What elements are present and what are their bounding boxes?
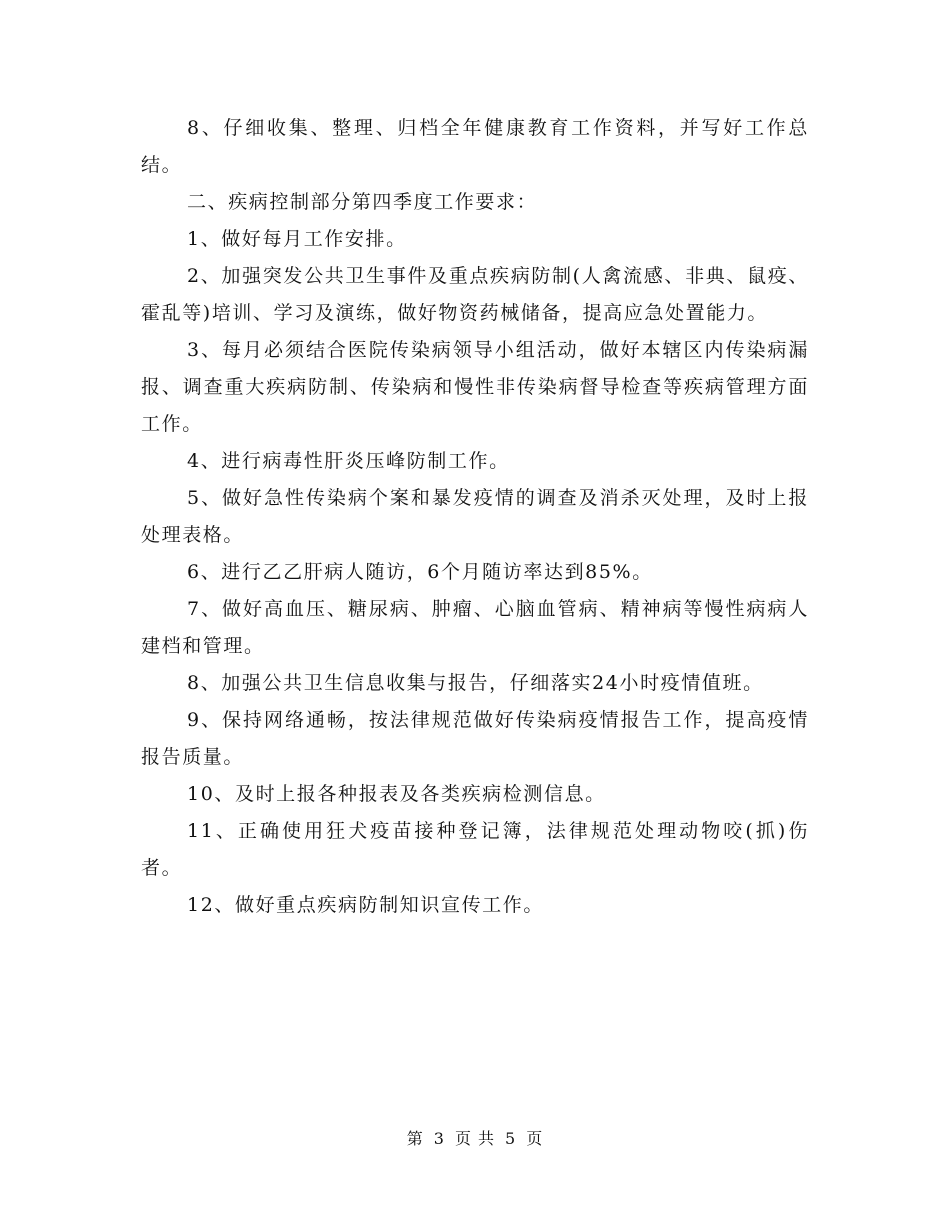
paragraph-item-5: 5、做好急性传染病个案和暴发疫情的调查及消杀灭处理，及时上报处理表格。 — [141, 487, 809, 546]
paragraph-item-1: 1、做好每月工作安排。 — [187, 228, 407, 250]
page-footer — [0, 1126, 950, 1149]
footer-current-page: 3 — [433, 1129, 445, 1148]
paragraph-item-2: 2、加强突发公共卫生事件及重点疾病防制(人禽流感、非典、鼠疫、霍乱等)培训、学习及演练，做好物资药械储备，提高应急处置能力。 — [141, 265, 809, 324]
paragraph-item-4: 4、进行病毒性肝炎压峰防制工作。 — [187, 450, 510, 472]
document-body — [141, 110, 809, 924]
paragraph-item-8-summary: 8、仔细收集、整理、归档全年健康教育工作资料，并写好工作总结。 — [141, 117, 809, 176]
section-heading-disease-control: 二、疾病控制部分第四季度工作要求： — [187, 191, 538, 213]
paragraph-item-7: 7、做好高血压、糖尿病、肿瘤、心脑血管病、精神病等慢性病病人 建档和管理。 — [141, 598, 809, 657]
footer-prefix: 第 — [406, 1129, 424, 1148]
paragraph-item-10: 10、及时上报各种报表及各类疾病检测信息。 — [187, 783, 606, 805]
footer-suffix: 页 — [526, 1129, 544, 1148]
paragraph-item-9: 9、保持网络通畅，按法律规范做好传染病疫情报告工作，提高疫情报告质量。 — [141, 709, 809, 768]
paragraph-item-8: 8、加强公共卫生信息收集与报告，仔细落实24小时疫情值班。 — [187, 672, 764, 694]
footer-total-pages: 5 — [505, 1129, 517, 1148]
paragraph-item-11: 11、正确使用狂犬疫苗接种登记簿，法律规范处理动物咬(抓)伤者。 — [141, 820, 809, 879]
paragraph-item-3: 3、每月必须结合医院传染病领导小组活动，做好本辖区内传染病漏报、调查重大疾病防制、传染病和慢性非传染病督导检查等疾病管理方面工作。 — [141, 339, 809, 435]
paragraph-item-12: 12、做好重点疾病防制知识宣传工作。 — [187, 894, 544, 916]
paragraph-item-6: 6、进行乙乙肝病人随访，6个月随访率达到85%。 — [187, 561, 653, 583]
footer-middle: 页 共 — [454, 1129, 496, 1148]
